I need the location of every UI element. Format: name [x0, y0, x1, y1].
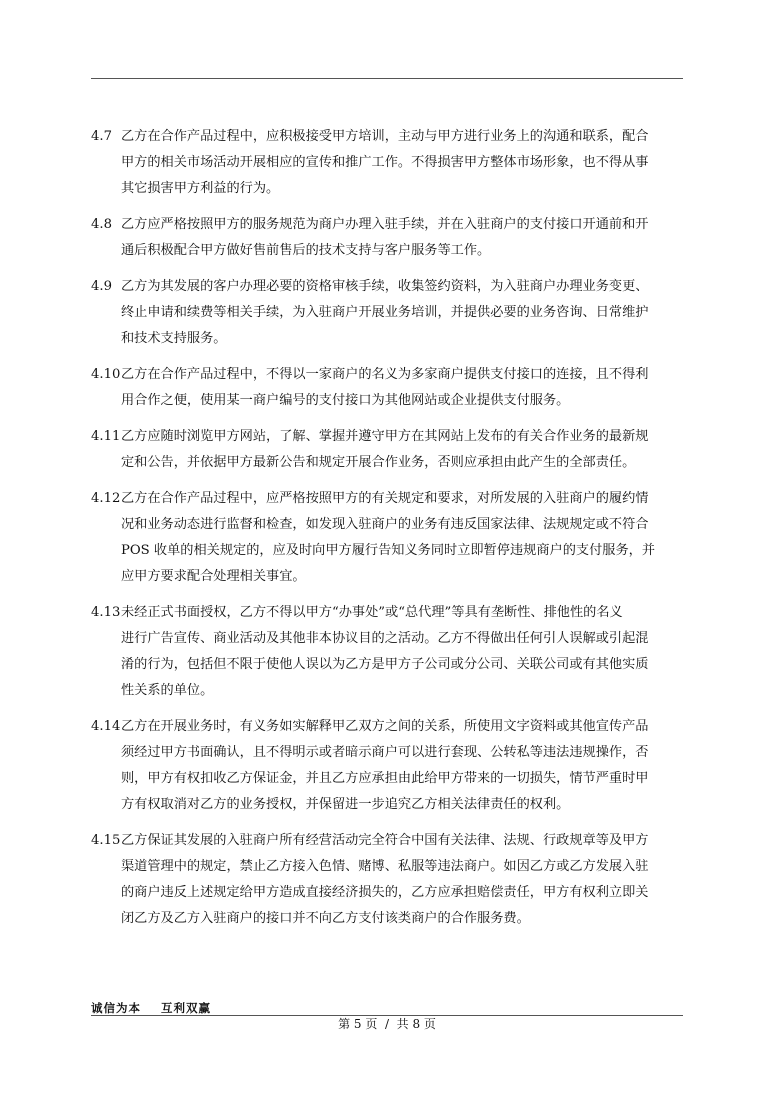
clause-number: 4.13: [91, 605, 121, 620]
clause-number: 4.7: [91, 129, 112, 144]
clause-item: [91, 600, 686, 704]
clause-text-line: 乙方为其发展的客户办理必要的资格审核手续，收集签约资料，为入驻商户办理业务变更、: [121, 279, 649, 294]
clause-text-line: 未经正式书面授权，乙方不得以甲方“办事处”或“总代理”等具有垄断性、排他性的名义: [121, 605, 623, 620]
clause-text-line: 性关系的单位。: [121, 683, 214, 698]
clause-number: 4.10: [91, 367, 121, 382]
clause-text-line: 乙方在合作产品过程中，不得以一家商户的名义为多家商户提供支付接口的连接，且不得利: [121, 367, 649, 382]
clause-text-line: 乙方保证其发展的入驻商户所有经营活动完全符合中国有关法律、法规、行政规章等及甲方: [121, 833, 649, 848]
clause-text-line: 其它损害甲方利益的行为。: [121, 181, 280, 196]
clause-text-line: 则，甲方有权扣收乙方保证金，并且乙方应承担由此给甲方带来的一切损失，情节严重时甲: [121, 771, 649, 786]
clause-text-line: 应甲方要求配合处理相关事宜。: [121, 569, 306, 584]
clause-item: [91, 828, 686, 932]
clause-text-line: 况和业务动态进行监督和检查，如发现入驻商户的业务有违反国家法律、法规规定或不符合: [121, 517, 649, 532]
clause-text-line: 和技术支持服务。: [121, 331, 227, 346]
clause-item: [91, 362, 686, 414]
clause-text-line: 乙方在开展业务时，有义务如实解释甲乙双方之间的关系，所使用文字资料或其他宣传产品: [121, 719, 649, 734]
clause-number: 4.12: [91, 491, 121, 506]
clause-text-line: 乙方在合作产品过程中，应积极接受甲方培训，主动与甲方进行业务上的沟通和联系，配合: [121, 129, 649, 144]
clause-number: 4.8: [91, 217, 112, 232]
clause-item: [91, 274, 686, 352]
clause-text-line: 方有权取消对乙方的业务授权，并保留进一步追究乙方相关法律责任的权利。: [121, 797, 570, 812]
clause-text-line: 乙方在合作产品过程中，应严格按照甲方的有关规定和要求，对所发展的入驻商户的履约情: [121, 491, 649, 506]
clause-text-line: 通后积极配合甲方做好售前售后的技术支持与客户服务等工作。: [121, 243, 491, 258]
clause-text-line: 闭乙方及乙方入驻商户的接口并不向乙方支付该类商户的合作服务费。: [121, 911, 530, 926]
clause-item: [91, 714, 686, 818]
clause-number: 4.9: [91, 279, 112, 294]
clause-text-line: 定和公告，并依据甲方最新公告和规定开展合作业务，否则应承担由此产生的全部责任。: [121, 455, 636, 470]
clause-item: [91, 424, 686, 476]
clause-item: [91, 486, 686, 590]
clause-text-line: POS 收单的相关规定的，应及时向甲方履行告知义务同时立即暂停违规商户的支付服务，并: [121, 543, 656, 558]
header-rule: [91, 78, 683, 79]
clause-list: [91, 124, 686, 942]
clause-item: [91, 212, 686, 264]
clause-number: 4.14: [91, 719, 121, 734]
clause-text-line: 须经过甲方书面确认，且不得明示或者暗示商户可以进行套现、公转私等违法违规操作，否: [121, 745, 649, 760]
clause-item: [91, 124, 686, 202]
clause-text-line: 用合作之便，使用某一商户编号的支付接口为其他网站或企业提供支付服务。: [121, 393, 570, 408]
clause-text-line: 乙方应随时浏览甲方网站，了解、掌握并遵守甲方在其网站上发布的有关合作业务的最新规: [121, 429, 649, 444]
clause-number: 4.15: [91, 833, 121, 848]
footer-motto: 诚信为本 互利双赢: [91, 1001, 212, 1015]
clause-text-line: 的商户违反上述规定给甲方造成直接经济损失的，乙方应承担赔偿责任，甲方有权利立即关: [121, 885, 649, 900]
clause-text-line: 渠道管理中的规定，禁止乙方接入色情、赌博、私服等违法商户。如因乙方或乙方发展入驻: [121, 859, 649, 874]
clause-number: 4.11: [91, 429, 121, 444]
page-number: 第 5 页 / 共 8 页: [338, 1017, 436, 1031]
clause-text-line: 淆的行为，包括但不限于使他人误以为乙方是甲方子公司或分公司、关联公司或有其他实质: [121, 657, 649, 672]
clause-text-line: 终止申请和续费等相关手续，为入驻商户开展业务培训，并提供必要的业务咨询、日常维护: [121, 305, 649, 320]
clause-text-line: 甲方的相关市场活动开展相应的宣传和推广工作。不得损害甲方整体市场形象，也不得从事: [121, 155, 649, 170]
clause-text-line: 乙方应严格按照甲方的服务规范为商户办理入驻手续，并在入驻商户的支付接口开通前和开: [121, 217, 649, 232]
clause-text-line: 进行广告宣传、商业活动及其他非本协议目的之活动。乙方不得做出任何引人误解或引起混: [121, 631, 649, 646]
